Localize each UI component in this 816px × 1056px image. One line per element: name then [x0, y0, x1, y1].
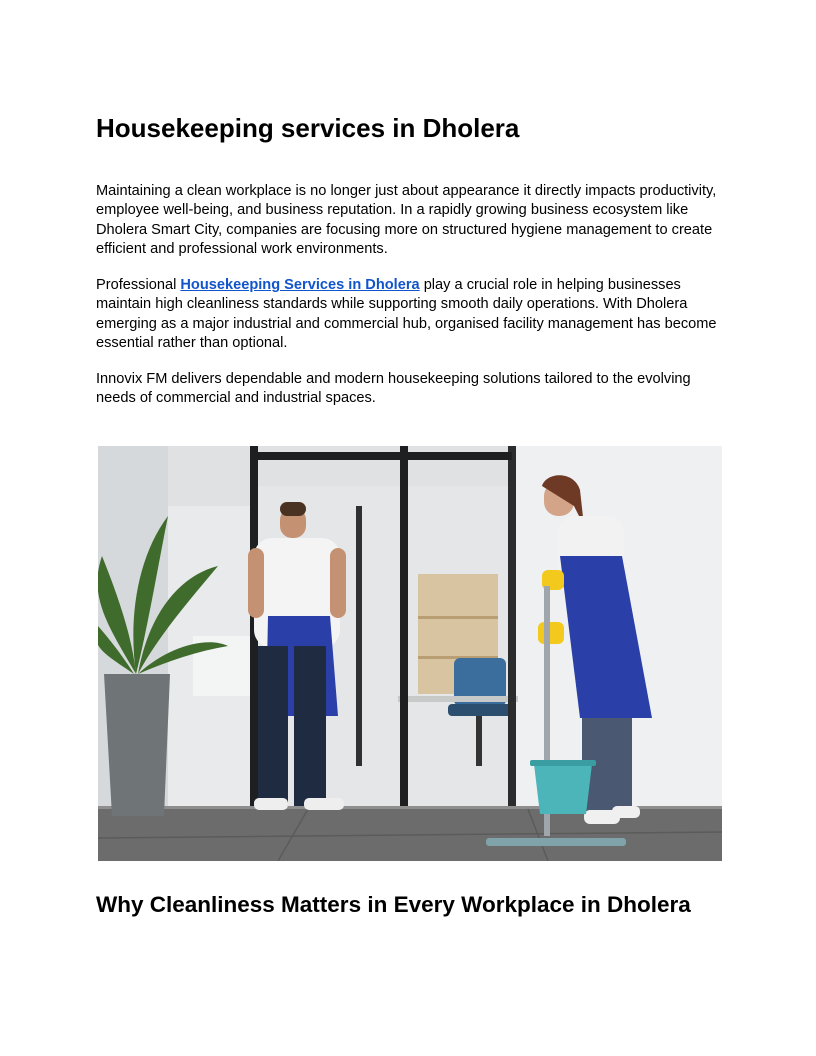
- section-heading: Why Cleanliness Matters in Every Workplace in Dholera: [96, 892, 691, 917]
- services-paragraph-lead: Professional: [96, 277, 181, 293]
- page-title: Housekeeping services in Dholera: [96, 113, 520, 143]
- services-paragraph-rest: play a crucial role in helping businesses maintain high cleanliness standards while supporting smooth daily operations. With Dholera emerging as a major industrial and commercial hub, organised facility management has become essential rather than optional.: [96, 277, 717, 352]
- housekeeping-photo: [98, 446, 722, 861]
- services-paragraph: [96, 276, 726, 354]
- housekeeping-services-link[interactable]: Housekeeping Services in Dholera: [180, 277, 420, 293]
- innovix-paragraph: Innovix FM delivers dependable and modern housekeeping solutions tailored to the evolving needs of commercial and industrial spaces.: [96, 371, 691, 407]
- intro-paragraph: Maintaining a clean workplace is no longer just about appearance it directly impacts productivity, employee well-being, and business reputation. In a rapidly growing business ecosystem like Dholera Smart City, companies are focusing more on structured hygiene management to create efficient and professional work environments.: [96, 183, 717, 258]
